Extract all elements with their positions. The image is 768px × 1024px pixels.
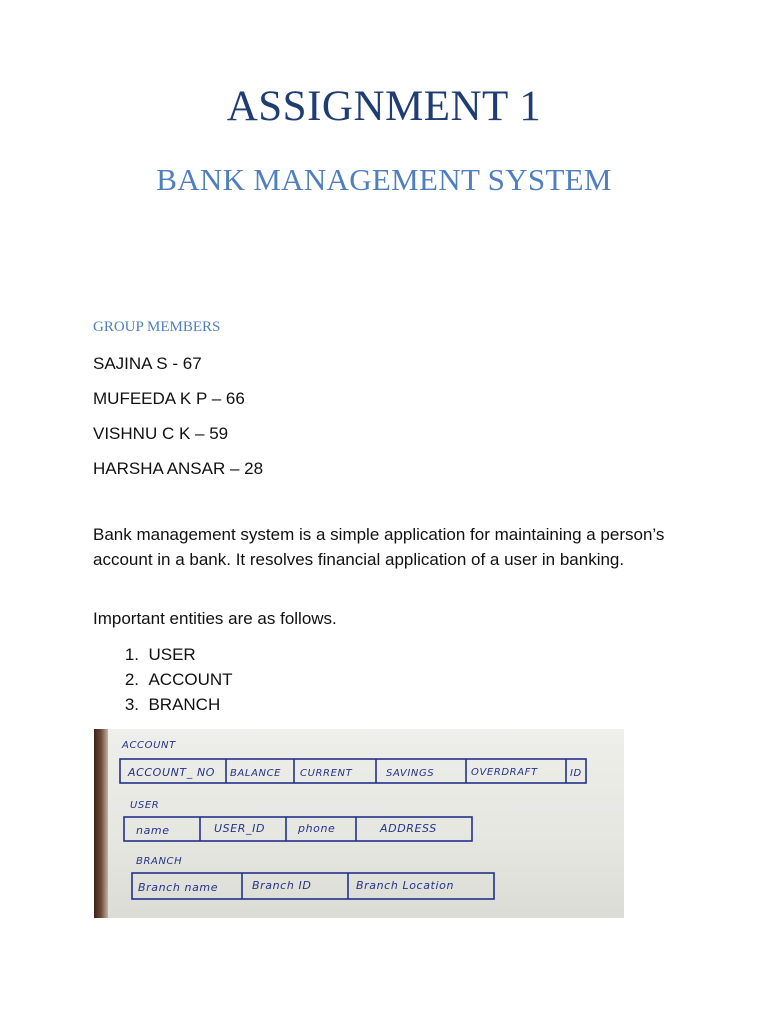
field-account-no: ACCOUNT_ NO (128, 766, 216, 779)
user-label: USER (130, 800, 160, 811)
schema-drawing (94, 729, 624, 918)
field-address: ADDRESS (380, 822, 437, 835)
field-name: name (136, 824, 170, 837)
field-user-id: USER_ID (214, 822, 266, 835)
field-branch-name: Branch name (138, 881, 219, 894)
group-members-heading: GROUP MEMBERS (93, 319, 221, 335)
entity-item (93, 695, 233, 720)
entity-item (93, 670, 233, 695)
page-subtitle: BANK MANAGEMENT SYSTEM (156, 162, 612, 197)
entity-item (93, 645, 233, 670)
entity-label: BRANCH (148, 695, 221, 714)
field-current: CURRENT (300, 768, 353, 779)
field-id: ID (570, 768, 582, 779)
account-label: ACCOUNT (122, 740, 176, 751)
entities-list (93, 645, 233, 720)
branch-label: BRANCH (136, 856, 183, 867)
field-branch-location: Branch Location (356, 879, 455, 892)
member-item: HARSHA ANSAR – 28 (93, 459, 264, 478)
field-overdraft: OVERDRAFT (471, 767, 538, 778)
entity-label: ACCOUNT (148, 670, 233, 689)
member-item: SAJINA S - 67 (93, 354, 202, 373)
field-phone: phone (298, 822, 336, 835)
entity-number: 3. (124, 695, 139, 714)
member-item: MUFEEDA K P – 66 (93, 389, 245, 408)
field-balance: BALANCE (230, 768, 282, 779)
field-branch-id: Branch ID (252, 879, 312, 892)
description-paragraph: Bank management system is a simple application for maintaining a person’s account in a bank. It resolves financial application of a user in banking. (93, 525, 665, 569)
schema-photo (94, 729, 624, 918)
field-savings: SAVINGS (386, 768, 435, 779)
members-list (93, 354, 263, 494)
entity-number: 2. (124, 670, 139, 689)
entity-number: 1. (124, 645, 139, 664)
member-item: VISHNU C K – 59 (93, 424, 229, 443)
entities-intro: Important entities are as follows. (93, 609, 337, 628)
page-title: ASSIGNMENT 1 (226, 83, 542, 130)
entity-label: USER (148, 645, 196, 664)
